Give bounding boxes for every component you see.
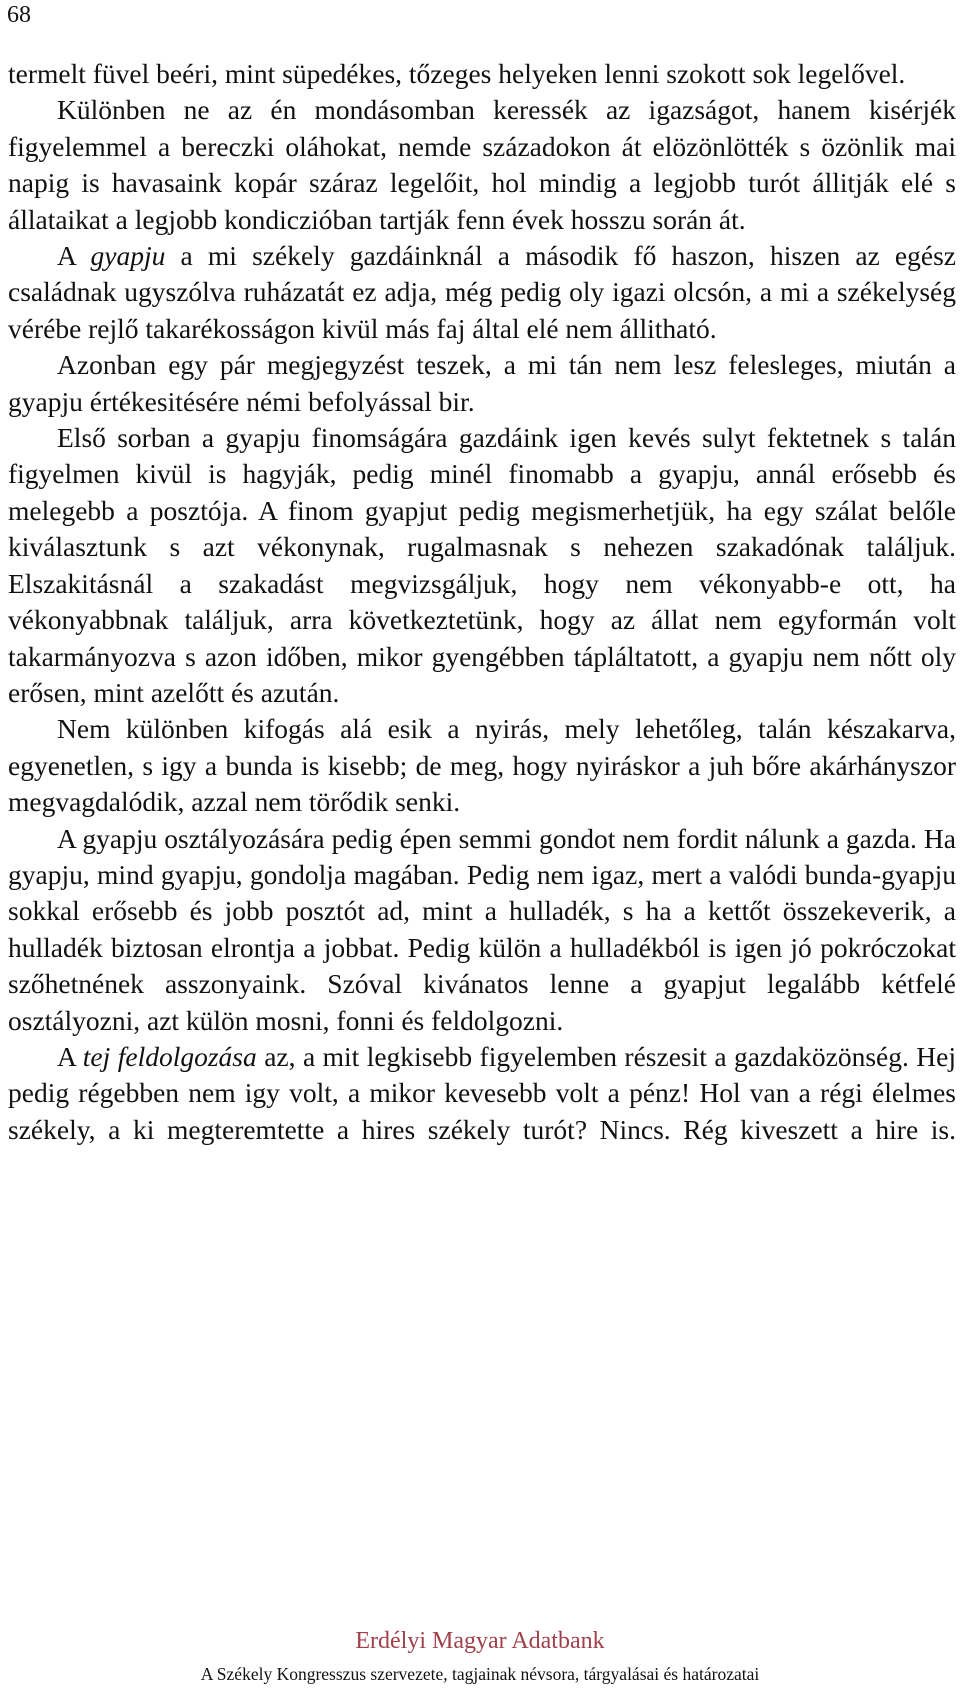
paragraph-4: Azonban egy pár megjegyzést teszek, a mi tán nem lesz felesleges, miután a gyapju értékesitésére némi befolyással bir. bbox=[8, 349, 956, 417]
paragraph-5: Első sorban a gyapju finomságára gazdáink igen kevés sulyt fektetnek s talán figyelmen kivül is hagyják, pedig minél finomabb a gyapju, annál erősebb és melegebb a posztója. A finom gyapjut pedig megismerhetjük, ha egy szálat belőle kiválasztunk s azt vékonynak, rugalmasnak s nehezen szakadónak találjuk. Elszakitásnál a szakadást megvizsgáljuk, hogy nem vékonyabb-e ott, ha vékonyabbnak találjuk, arra következtetünk, hogy az állat nem egyformán volt takarmányozva s azon időben, mikor gyengébben tápláltatott, a gyapju nem nőtt oly erősen, mint azelőtt és azután. bbox=[8, 422, 956, 708]
paragraph-7: A gyapju osztályozására pedig épen semmi gondot nem fordit nálunk a gazda. Ha gyapju, mind gyapju, gondolja magában. Pedig nem igaz, mert a valódi bunda-gyapju sokkal erősebb és jobb posztót ad, mint a hulladék, s ha a kettőt összekeverik, a hulladék biztosan elrontja a jobbat. Pedig külön a hulladékból is igen jó pokróczokat szőhetnének asszonyaink. Szóval kivánatos lenne a gyapjut legalább kétfelé osztályozni, azt külön mosni, fonni és feldolgozni. bbox=[8, 822, 956, 1036]
footer-book-title: A Székely Kongresszus szervezete, tagjainak névsora, tárgyalásai és határozatai bbox=[200, 1664, 760, 1684]
emphasis-tej-feldolgozasa: tej feldolgozása bbox=[82, 1040, 257, 1072]
paragraph-6: Nem különben kifogás alá esik a nyirás, mely lehetőleg, talán készakarva, egyenetlen, s igy a bunda is kisebb; de meg, hogy nyiráskor a juh bőre akárhányszor megvagdalódik, azzal nem törődik senki. bbox=[8, 713, 956, 818]
emphasis-gyapju: gyapju bbox=[90, 240, 166, 272]
page-number: 68 bbox=[7, 2, 31, 28]
body-text bbox=[8, 56, 956, 1148]
paragraph-8-rest: az, a mit legkisebb figyelemben részesit a gazdaközönség. Hej pedig régebben nem igy volt, a mikor kevesebb volt a pénz! Hol van a régi élelmes székely, a ki megteremtette a hires székely turót? Nincs. Rég kiveszett a hire is. bbox=[8, 1040, 956, 1145]
paragraph-3-lead: A bbox=[57, 240, 91, 272]
footer-site-name: Erdélyi Magyar Adatbank bbox=[355, 1628, 605, 1654]
paragraph-8-lead: A bbox=[57, 1040, 83, 1072]
paragraph-3 bbox=[8, 238, 956, 347]
paragraph-3-rest: a mi székely gazdáinknál a második fő haszon, hiszen az egész családnak ugyszólva ruházatát ez adja, még pedig oly igazi olcsón, a mi a székelység vérébe rejlő takarékosságon kivül más faj által elé nem állitható. bbox=[8, 240, 957, 344]
paragraph-1: termelt füvel beéri, mint süpedékes, tőzeges helyeken lenni szokott sok legelővel. bbox=[8, 58, 906, 89]
paragraph-2: Különben ne az én mondásomban keressék az igazságot, hanem kisérjék figyelemmel a bereczki oláhokat, nemde századokon át elözönlötték s özönlik mai napig is havasaink kopár száraz legelőit, hol mindig a legjobb turót állitják elé s állataikat a legjobb kondiczióban tartják fenn évek hosszu során át. bbox=[8, 94, 956, 235]
paragraph-8 bbox=[8, 1039, 956, 1148]
